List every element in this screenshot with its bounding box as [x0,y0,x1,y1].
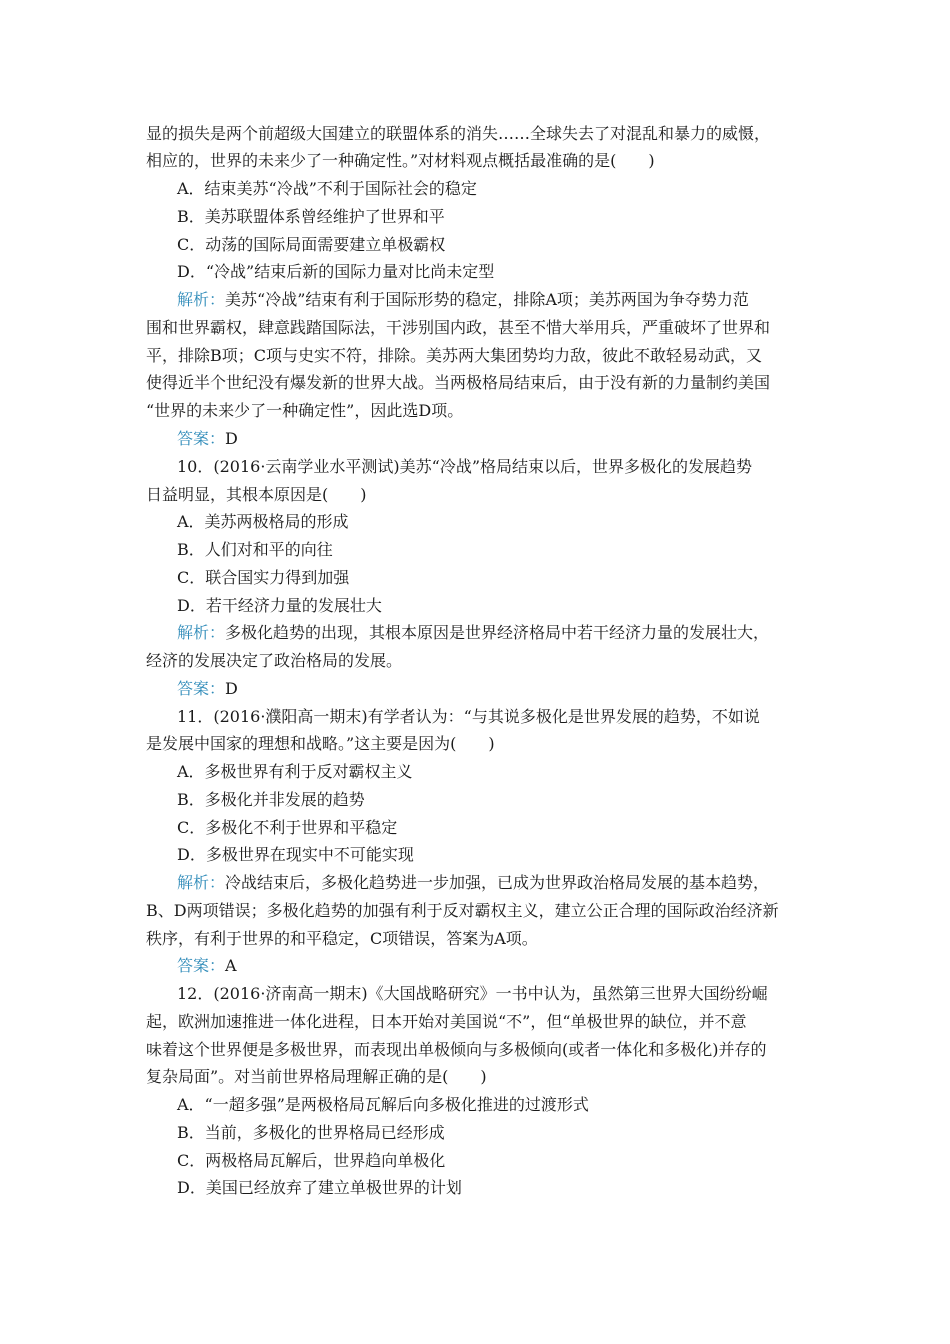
q12-option-b: B．当前，多极化的世界格局已经形成 [177,1123,445,1142]
q9-analysis-line-4: 使得近半个世纪没有爆发新的世界大战。当两极格局结束后，由于没有新的力量制约美国 [146,373,771,392]
q11-option-b: B．多极化并非发展的趋势 [177,790,365,809]
q10-option-a: A．美苏两极格局的形成 [177,512,349,531]
q11-analysis-line-1 [177,873,769,893]
q11-stem-line-1: 11．(2016·濮阳高一期末)有学者认为：“与其说多极化是世界发展的趋势，不如说 [177,707,760,726]
answer-label: 答案： [177,429,226,448]
answer-label: 答案： [177,679,226,698]
q10-analysis-line-1 [177,623,769,643]
q11-answer [177,956,237,976]
q9-analysis-text: 美苏“冷战”结束有利于国际形势的稳定，排除A项；美苏两国为争夺势力范 [225,290,749,309]
q9-option-c: C．动荡的国际局面需要建立单极霸权 [177,235,446,254]
q10-analysis-text: 多极化趋势的出现，其根本原因是世界经济格局中若干经济力量的发展壮大， [225,623,770,642]
q9-analysis-line-5: “世界的未来少了一种确定性”，因此选D项。 [146,401,464,420]
answer-label: 答案： [177,956,226,975]
q10-option-c: C．联合国实力得到加强 [177,568,350,587]
analysis-label: 解析： [177,290,226,309]
q9-option-a: A．结束美苏“冷战”不利于国际社会的稳定 [177,179,477,198]
q10-answer [177,679,238,699]
q12-option-c: C．两极格局瓦解后，世界趋向单极化 [177,1151,446,1170]
q12-option-d: D．美国已经放弃了建立单极世界的计划 [177,1178,462,1197]
q12-stem-line-3: 味着这个世界便是多极世界，而表现出单极倾向与多极倾向(或者一体化和多极化)并存的 [146,1040,767,1059]
q11-answer-value: A [225,956,237,975]
q10-stem-line-2: 日益明显，其根本原因是( ) [146,485,367,504]
q11-analysis-text: 冷战结束后，多极化趋势进一步加强，已成为世界政治格局发展的基本趋势， [225,873,770,892]
q10-option-d: D．若干经济力量的发展壮大 [177,596,382,615]
q11-option-c: C．多极化不利于世界和平稳定 [177,818,398,837]
q11-analysis-line-2: B、D两项错误；多极化趋势的加强有利于反对霸权主义，建立公正合理的国际政治经济新 [146,901,779,920]
q9-stem-line-2: 相应的，世界的未来少了一种确定性。”对材料观点概括最准确的是( ) [146,151,655,170]
q11-option-a: A．多极世界有利于反对霸权主义 [177,762,413,781]
q11-option-d: D．多极世界在现实中不可能实现 [177,845,414,864]
q12-option-a: A．“一超多强”是两极格局瓦解后向多极化推进的过渡形式 [177,1095,589,1114]
q9-analysis-line-3: 平，排除B项；C项与史实不符，排除。美苏两大集团势均力敌，彼此不敢轻易动武，又 [146,346,763,365]
q12-stem-line-4: 复杂局面”。对当前世界格局理解正确的是( ) [146,1067,487,1086]
q9-option-d: D．“冷战”结束后新的国际力量对比尚未定型 [177,262,495,281]
q10-analysis-line-2: 经济的发展决定了政治格局的发展。 [146,651,403,670]
q10-answer-value: D [225,679,238,698]
q11-stem-line-2: 是发展中国家的理想和战略。”这主要是因为( ) [146,734,495,753]
q9-answer [177,429,238,449]
q9-stem-line-1: 显的损失是两个前超级大国建立的联盟体系的消失……全球失去了对混乱和暴力的威慑， [146,124,771,143]
analysis-label: 解析： [177,623,226,642]
q12-stem-line-2: 起，欧洲加速推进一体化进程，日本开始对美国说“不”，但“单极世界的缺位，并不意 [146,1012,747,1031]
q10-option-b: B．人们对和平的向往 [177,540,333,559]
q11-analysis-line-3: 秩序，有利于世界的和平稳定，C项错误，答案为A项。 [146,929,538,948]
q9-analysis-line-1 [177,290,749,310]
q12-stem-line-1: 12．(2016·济南高一期末)《大国战略研究》一书中认为，虽然第三世界大国纷纷崛 [177,984,768,1003]
analysis-label: 解析： [177,873,226,892]
q9-answer-value: D [225,429,238,448]
q9-analysis-line-2: 围和世界霸权，肆意践踏国际法，干涉别国内政，甚至不惜大举用兵，严重破坏了世界和 [146,318,771,337]
q10-stem-line-1: 10．(2016·云南学业水平测试)美苏“冷战”格局结束以后，世界多极化的发展趋势 [177,457,753,476]
q9-option-b: B．美苏联盟体系曾经维护了世界和平 [177,207,445,226]
